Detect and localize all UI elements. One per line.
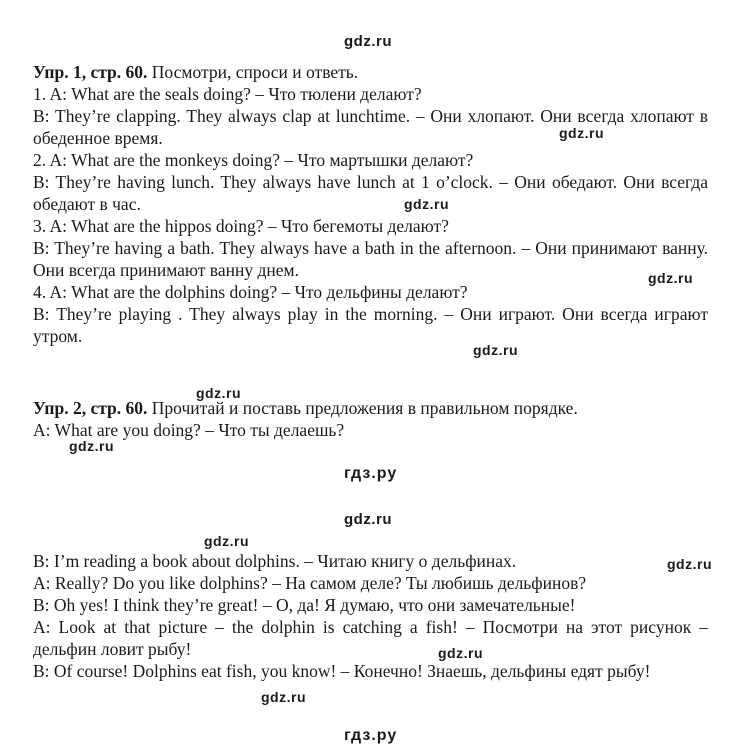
exercise-1-number: Упр. 1, стр. 60. [33,62,148,82]
exercise-1-instruction: Посмотри, спроси и ответь. [147,62,359,82]
watermark: gdz.ru [344,511,392,528]
dialogue-line: 4. A: What are the dolphins doing? – Что дельфины делают? [33,282,468,302]
exercise-2-instruction: Прочитай и поставь предложения в правильном порядке. [147,398,578,418]
watermark: gdz.ru [204,533,249,549]
exercise-2-number: Упр. 2, стр. 60. [33,398,148,418]
watermark: gdz.ru [404,196,449,212]
dialogue-line: B: They’re having lunch. They always have lunch at 1 o’clock. – Они обедают. Они всегда обедают в час. [33,172,708,214]
watermark: gdz.ru [261,689,306,705]
dialogue-line: 3. A: What are the hippos doing? – Что бегемоты делают? [33,216,449,236]
watermark: gdz.ru [69,438,114,454]
dialogue-line: 2. A: What are the monkeys doing? – Что мартышки делают? [33,150,474,170]
dialogue-line: 1. A: What are the seals doing? – Что тюлени делают? [33,84,422,104]
watermark: gdz.ru [196,385,241,401]
watermark: gdz.ru [438,645,483,661]
dialogue-line: B: They’re playing . They always play in the morning. – Они играют. Они всегда играют утром. [33,304,708,346]
exercise-1 [33,61,708,347]
dialogue-line: A: Look at that picture – the dolphin is catching a fish! – Посмотри на этот рисунок – дельфин ловит рыбу! [33,617,708,659]
dialogue-line: B: They’re clapping. They always clap at lunchtime. – Они хлопают. Они всегда хлопают в обеденное время. [33,106,708,148]
dialogue-line: B: Oh yes! I think they’re great! – О, да! Я думаю, что они замечательные! [33,595,576,615]
dialogue-line: A: Really? Do you like dolphins? – На самом деле? Ты любишь дельфинов? [33,573,587,593]
watermark: gdz.ru [344,33,392,50]
exercise-2-dialogue [33,550,708,682]
watermark: gdz.ru [559,125,604,141]
watermark: gdz.ru [648,270,693,286]
dialogue-line: B: They’re having a bath. They always have a bath in the afternoon. – Они принимают ванну. Они всегда принимают ванну днем. [33,238,708,280]
watermark: гдз.ру [344,465,398,482]
watermark: гдз.ру [344,727,398,744]
dialogue-line: B: I’m reading a book about dolphins. – Читаю книгу о дельфинах. [33,551,517,571]
dialogue-line: A: What are you doing? – Что ты делаешь? [33,420,345,440]
exercise-2-header [33,397,708,441]
exercise-2-title [33,397,708,419]
dialogue-line: B: Of course! Dolphins eat fish, you know! – Конечно! Знаешь, дельфины едят рыбу! [33,661,651,681]
watermark: gdz.ru [473,342,518,358]
watermark: gdz.ru [667,556,712,572]
exercise-1-title [33,61,708,83]
